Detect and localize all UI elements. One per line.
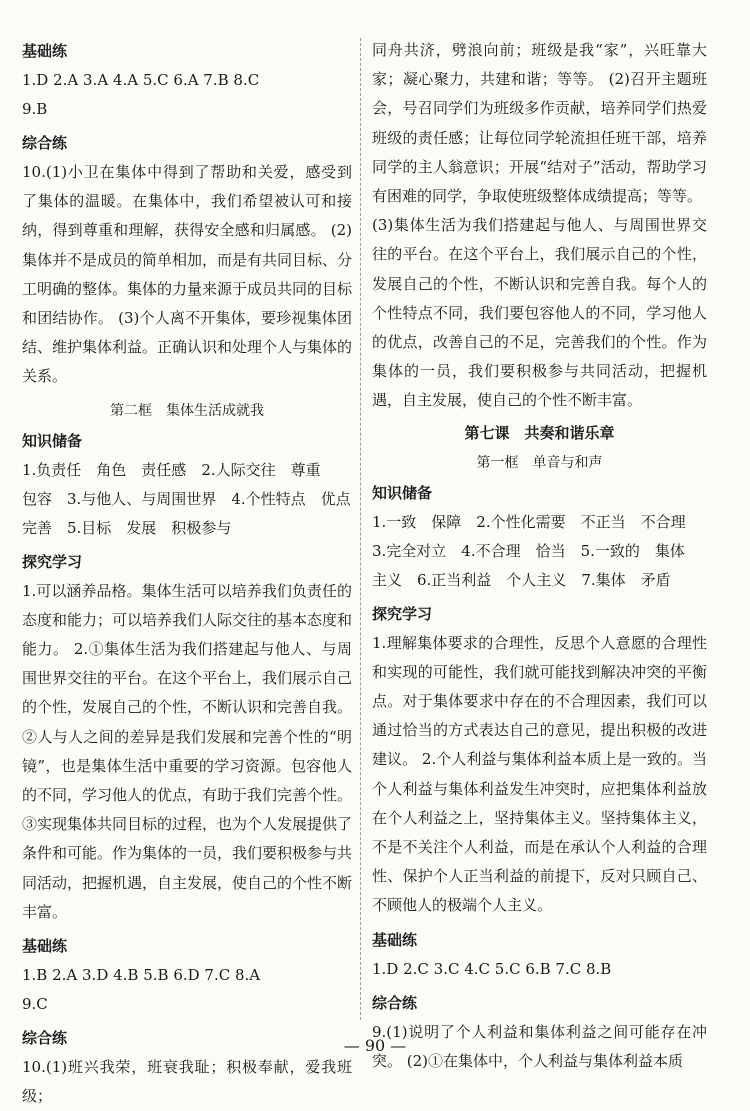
answer-paragraph: 同舟共济，劈浪向前；班级是我“家”，兴旺靠大家；凝心聚力，共建和谐；等等。 (2)召开主题班会，号召同学们为班级多作贡献，培养同学们热爱班级的责任感；让每位同学轮流担任班干部，培养同学的主人翁意识；开展“结对子”活动，帮助学习有困难的同学，争取使班级整体成绩提高；等等。 xyxy=(372,41,707,206)
answer-line: 9.B xyxy=(22,100,48,118)
left-column xyxy=(22,32,352,1111)
answer-paragraph: 10.(1)小卫在集体中得到了帮助和关爱，感受到了集体的温暖。在集体中，我们希望被认可和接纳，得到尊重和理解，获得安全感和归属感。 (2)集体并不是成员的简单相加，而是有共同目标、分工明确的整体。集体的力量来源于成员共同的目标和团结协作。 (3)个人离不开集体，要珍视集体团结、维护集体利益。正确认识和处理个人与集体的关系。 xyxy=(22,163,353,386)
frame-title: 第二框 集体生活成就我 xyxy=(110,402,264,419)
answer-line: 主义 6.正当利益 个人主义 7.集体 矛盾 xyxy=(372,570,671,589)
answer-line: 1.负责任 角色 责任感 2.人际交往 尊重 xyxy=(22,460,321,479)
answer-line: 1.一致 保障 2.个性化需要 不正当 不合理 xyxy=(372,512,686,531)
answer-paragraph: 10.(1)班兴我荣，班衰我耻；积极奉献，爱我班级； xyxy=(22,1058,352,1106)
answer-paragraph: 9.(1)说明了个人利益和集体利益之间可能存在冲突。 (2)①在集体中，个人利益与集体利益本质 xyxy=(372,1022,707,1070)
page-number: — 90 — xyxy=(343,1036,407,1055)
section-heading-knowledge: 知识储备 xyxy=(372,483,433,502)
section-heading-basic: 基础练 xyxy=(22,42,68,60)
section-heading-comprehensive: 综合练 xyxy=(22,134,68,152)
right-column xyxy=(372,32,707,1076)
answer-line: 1.D 2.C 3.C 4.C 5.C 6.B 7.C 8.B xyxy=(372,959,612,978)
section-heading-explore: 探究学习 xyxy=(22,552,83,571)
answer-paragraph: 1.可以涵养品格。集体生活可以培养我们负责任的态度和能力；可以培养我们人际交往的基本态度和能力。 2.①集体生活为我们搭建起与他人、与周围世界交往的平台。在这个平台上，我们展示自己的个性，发展自己的个性，不断认识和完善自我。②人与人之间的差异是我们发展和完善个性的“明镜”，也是集体生活中重要的学习资源。包容他人的不同，学习他人的优点，有助于我们完善个性。③实现集体共同目标的过程，也为个人发展提供了条件和可能。作为集体的一员，我们要积极参与共同活动，把握机遇，自主发展，使自己的个性不断丰富。 xyxy=(22,581,353,921)
answer-line: 1.D 2.A 3.A 4.A 5.C 6.A 7.B 8.C xyxy=(22,71,260,89)
section-heading-basic: 基础练 xyxy=(372,930,418,949)
answer-line: 包容 3.与他人、与周围世界 4.个性特点 优点 xyxy=(22,489,351,508)
section-heading-explore: 探究学习 xyxy=(372,604,433,623)
frame-title: 第一框 单音与和声 xyxy=(476,454,603,471)
column-divider xyxy=(360,38,361,1020)
answer-line: 9.C xyxy=(22,995,48,1014)
answer-paragraph: 1.理解集体要求的合理性，反思个人意愿的合理性和实现的可能性，我们就可能找到解决冲突的平衡点。对于集体要求中存在的不合理因素，我们可以通过恰当的方式表达自己的意见，提出积极的改进建议。 2.个人利益与集体利益本质上是一致的。当个人利益与集体利益发生冲突时，应把集体利益放在个人利益之上，坚持集体主义。坚持集体主义，不是不关注个人利益，而是在承认个人利益的合理性、保护个人正当利益的前提下，反对只顾自己、不顾他人的极端个人主义。 xyxy=(372,633,707,915)
section-heading-comprehensive: 综合练 xyxy=(372,993,418,1012)
section-heading-basic: 基础练 xyxy=(22,937,68,956)
answer-paragraph: (3)集体生活为我们搭建起与他人、与周围世界交往的平台。在这个平台上，我们展示自己的个性，发展自己的个性，不断认识和完善自我。每个人的个性特点不同，我们要包容他人的不同，学习他人的优点，改善自己的不足，完善我们的个性。作为集体的一员，我们要积极参与共同活动，把握机遇，自主发展，使自己的个性不断丰富。 xyxy=(372,216,707,410)
answer-line: 完善 5.目标 发展 积极参与 xyxy=(22,518,232,537)
section-heading-knowledge: 知识储备 xyxy=(22,431,83,450)
lesson-title: 第七课 共奏和谐乐章 xyxy=(464,423,615,442)
answer-line: 1.B 2.A 3.D 4.B 5.B 6.D 7.C 8.A xyxy=(22,966,261,985)
section-heading-comprehensive: 综合练 xyxy=(22,1029,68,1048)
answer-line: 3.完全对立 4.不合理 恰当 5.一致的 集体 xyxy=(372,541,685,560)
